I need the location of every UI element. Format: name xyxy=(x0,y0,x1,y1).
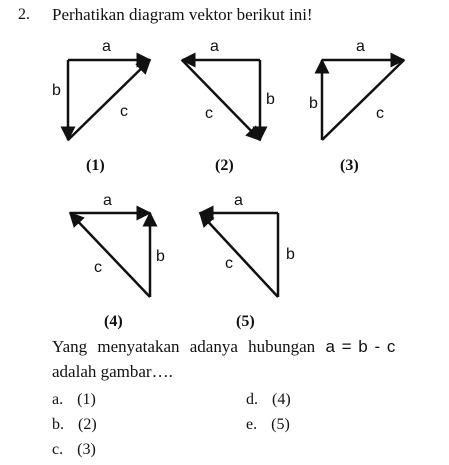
fig5-vector-c xyxy=(200,213,278,297)
fig2-label-c: c xyxy=(205,105,213,122)
fig2-label-b: b xyxy=(266,91,275,108)
option-e-letter: e. xyxy=(246,416,258,433)
fig1-caption: (1) xyxy=(86,157,105,174)
option-a[interactable] xyxy=(52,391,96,409)
fig4-label-a: a xyxy=(103,192,112,209)
figure-4 xyxy=(70,192,165,330)
question-prompt: Perhatikan diagram vektor berikut ini! xyxy=(52,5,313,24)
option-b-letter: b. xyxy=(52,416,64,433)
option-c[interactable] xyxy=(52,441,96,459)
figure-5 xyxy=(200,192,295,330)
option-c-value: (3) xyxy=(77,441,96,458)
option-b-value: (2) xyxy=(78,416,97,433)
figure-3 xyxy=(309,38,404,174)
fig3-label-c: c xyxy=(376,105,384,122)
option-d-value: (4) xyxy=(272,391,291,408)
option-a-value: (1) xyxy=(77,391,96,408)
option-d-letter: d. xyxy=(246,391,258,408)
fig1-label-c: c xyxy=(120,103,128,120)
fig2-vector-c xyxy=(182,60,260,140)
figure-2 xyxy=(182,38,275,174)
fig3-label-a: a xyxy=(356,38,365,55)
option-a-letter: a. xyxy=(52,391,64,408)
statement-line-1 xyxy=(52,337,396,357)
fig2-label-a: a xyxy=(210,38,219,55)
fig4-label-c: c xyxy=(94,259,102,276)
statement-prefix: Yang menyatakan adanya hubungan xyxy=(52,337,316,356)
fig5-label-c: c xyxy=(225,255,233,272)
statement-suffix: adalah gambar…. xyxy=(52,362,173,381)
fig1-label-b: b xyxy=(52,82,61,99)
fig3-vector-c xyxy=(322,60,404,140)
fig4-label-b: b xyxy=(156,248,165,265)
equation: a = b - c xyxy=(325,337,397,356)
fig1-label-a: a xyxy=(102,38,111,55)
fig1-vector-c xyxy=(68,60,150,140)
option-b[interactable] xyxy=(52,416,97,434)
figure-1 xyxy=(52,38,150,174)
question-number: 2. xyxy=(18,6,30,23)
fig4-vector-c xyxy=(70,213,150,297)
option-c-letter: c. xyxy=(52,441,64,458)
fig5-label-b: b xyxy=(286,246,295,263)
fig5-label-a: a xyxy=(234,192,243,209)
fig3-caption: (3) xyxy=(340,157,359,174)
fig3-label-b: b xyxy=(309,95,318,112)
fig5-caption: (5) xyxy=(236,313,255,330)
option-d[interactable] xyxy=(246,391,291,409)
fig4-caption: (4) xyxy=(104,313,123,330)
fig2-caption: (2) xyxy=(215,157,234,174)
option-e-value: (5) xyxy=(271,416,290,433)
option-e[interactable] xyxy=(246,416,290,434)
